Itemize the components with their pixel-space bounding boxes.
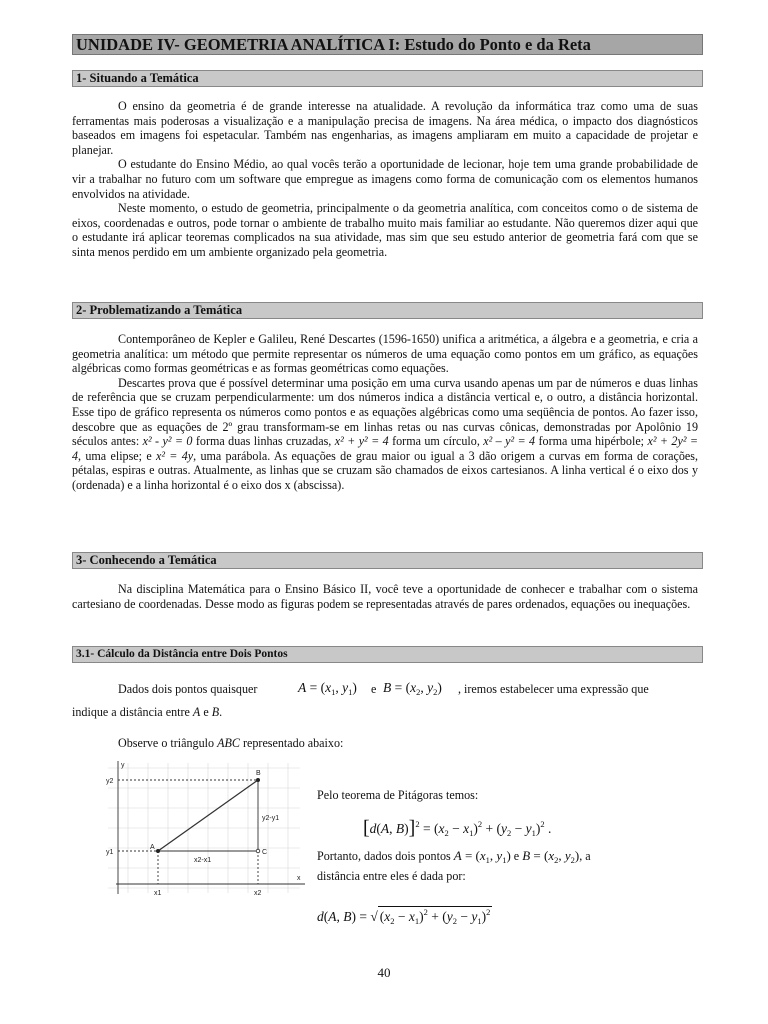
point-b xyxy=(256,778,260,782)
paragraph: O estudante do Ensino Médio, ao qual vocês terão a oportunidade de lecionar, hoje tem uma grande probabilidade de vir a trabalhar no futuro com um software que empregue as imagens como forma de comunicação com os elementos humanos envolvidos na atividade. xyxy=(72,157,698,201)
page-number: 40 xyxy=(377,965,391,980)
text-run: Dados dois pontos quaisquer xyxy=(118,682,258,696)
point-a-formula: $A = (x_1$, $y_1$) xyxy=(453,848,511,865)
x2-label: x2 xyxy=(254,890,262,897)
point-b-formula: $B = (x_2$, $y_2$) xyxy=(522,848,580,865)
label-dx: x2-x1 xyxy=(194,857,212,864)
text-run: forma uma hipérbole; xyxy=(535,434,648,449)
x1-label: x1 xyxy=(154,890,162,897)
section-2-body xyxy=(72,332,698,493)
paragraph xyxy=(72,376,698,493)
label-a: A xyxy=(150,844,155,851)
text-run: e xyxy=(371,682,377,696)
point-b-formula: $B = (x_2$, $y_2$) xyxy=(383,680,442,697)
text-run: forma um círculo, xyxy=(388,434,484,449)
paragraph: Neste momento, o estudo de geometria, principalmente o da geometria analítica, com conceitos como o de sistema de eixos, coordenadas e outros, pode tornar o ambiente de trabalho muito mais familiar ao estudante. Não queremos dizer aqui que o estudante irá aplicar teoremas complicados na sua atividade, mas sim que seu estudo anterior de geometria fará com que se sinta menos perdido em um ambiente organizado pela geometria. xyxy=(72,201,698,259)
y2-label: y2 xyxy=(106,778,114,785)
equation-inline: x² - y² = 0 xyxy=(142,434,193,449)
paragraph: O ensino da geometria é de grande interesse na atualidade. A revolução da informática traz como uma de suas ferramentas mais poderosas a visualização e a manipulação precisa de imagens. Na área médica, o impacto dos diagnósticos baseados em imagens foi espetacular. Também nas engenharias, as imagens ampliaram em muito a capacidade de projetar e planejar. xyxy=(72,99,698,157)
equation-inline: x² + y² = 4 xyxy=(334,434,389,449)
section-3-body xyxy=(72,582,698,611)
section-1-body xyxy=(72,99,698,260)
label-c: C xyxy=(262,849,268,856)
grid-lines xyxy=(108,763,300,893)
y-axis-label: y xyxy=(121,762,125,769)
text-run: Descartes prova que é possível determinar uma posição em uma curva usando apenas um par de números e duas linhas de referência que se cruzam perpendicularmente: um dos números indica a distância vertical e, o outro, a distância horizontal. Esse tipo de gráfico representa os números como pontos e as equações algébricas como uma seqüência de pontos. Ao fazer isso, descobre que as equações de 2º grau transformam-se em linhas retas ou nas curvas cônicas, demonstradas por Apolônio 19 séculos antes: xyxy=(72,375,698,449)
unit-title: UNIDADE IV- GEOMETRIA ANALÍTICA I: Estudo do Ponto e da Reta xyxy=(72,34,703,55)
point-c xyxy=(256,849,260,853)
equation-inline: x² – y² = 4 xyxy=(483,434,536,449)
y1-label: y1 xyxy=(106,849,114,856)
portanto-sentence: Portanto, dados dois pontos $A = (x_1$, $y_1$) e $B = (x_2$, $y_2$), a distância entre eles é dada por: xyxy=(317,848,591,883)
text-run: , uma elipse; e xyxy=(78,448,156,463)
pythagoras-text: Pelo teorema de Pitágoras temos: xyxy=(317,788,479,802)
distance-formula: d(A, B) = √ $(x_2 - x_1)^2 + (y_2 - y_1)^2$ xyxy=(317,907,491,926)
equation-inline: x² = 4y xyxy=(155,448,194,463)
label-b: B xyxy=(256,770,261,777)
equation-inline: x² + 2y² = 4 xyxy=(72,434,699,463)
pythagoras-formula: [d(A, $B)]^2 = (x_2 - x_1)^2 + (y_2 - y_1)^2$ . xyxy=(363,817,552,839)
paragraph: Contemporâneo de Kepler e Galileu, René Descartes (1596-1650) unifica a aritmética, a álgebra e a geometria, e cria a geometria analítica: um método que permite representar os números de uma equação como pontos em um gráfico, as equações algébricas como formas geométricas e as formas geométricas como equações. xyxy=(72,332,698,376)
text-run: forma duas linhas cruzadas, xyxy=(192,434,335,449)
section-3-heading: 3- Conhecendo a Temática xyxy=(72,552,703,569)
x-axis-label: x xyxy=(297,875,301,882)
text-run: , iremos estabelecer uma expressão que xyxy=(458,682,649,696)
text-run: indique a distância entre A e B. xyxy=(72,705,223,719)
section-2-heading: 2- Problematizando a Temática xyxy=(72,302,703,319)
section-3-1-heading: 3.1- Cálculo da Distância entre Dois Pontos xyxy=(72,646,703,663)
point-a xyxy=(156,849,160,853)
section-1-heading: 1- Situando a Temática xyxy=(72,70,703,87)
text-run: , uma parábola. As equações de grau maior ou igual a 3 dão origem a curvas em forma de corações, pétalas, espiras e outras. Atualmente, as linhas que se cruzam são chamados de eixos cartesianos. A linha vertical é o eixo dos y (ordenada) e a linha horizontal é o eixo dos x (abscissa). xyxy=(72,448,699,492)
label-dy: y2-y1 xyxy=(262,815,280,822)
triangle-figure xyxy=(90,758,310,906)
paragraph: Na disciplina Matemática para o Ensino Básico II, você teve a oportunidade de conhecer e trabalhar com o sistema cartesiano de coordenadas. Desse modo as figuras podem se representadas através de pares ordenados, equações ou inequações. xyxy=(72,582,698,611)
point-a-formula: $A = (x_1$, $y_1$) xyxy=(298,680,357,697)
